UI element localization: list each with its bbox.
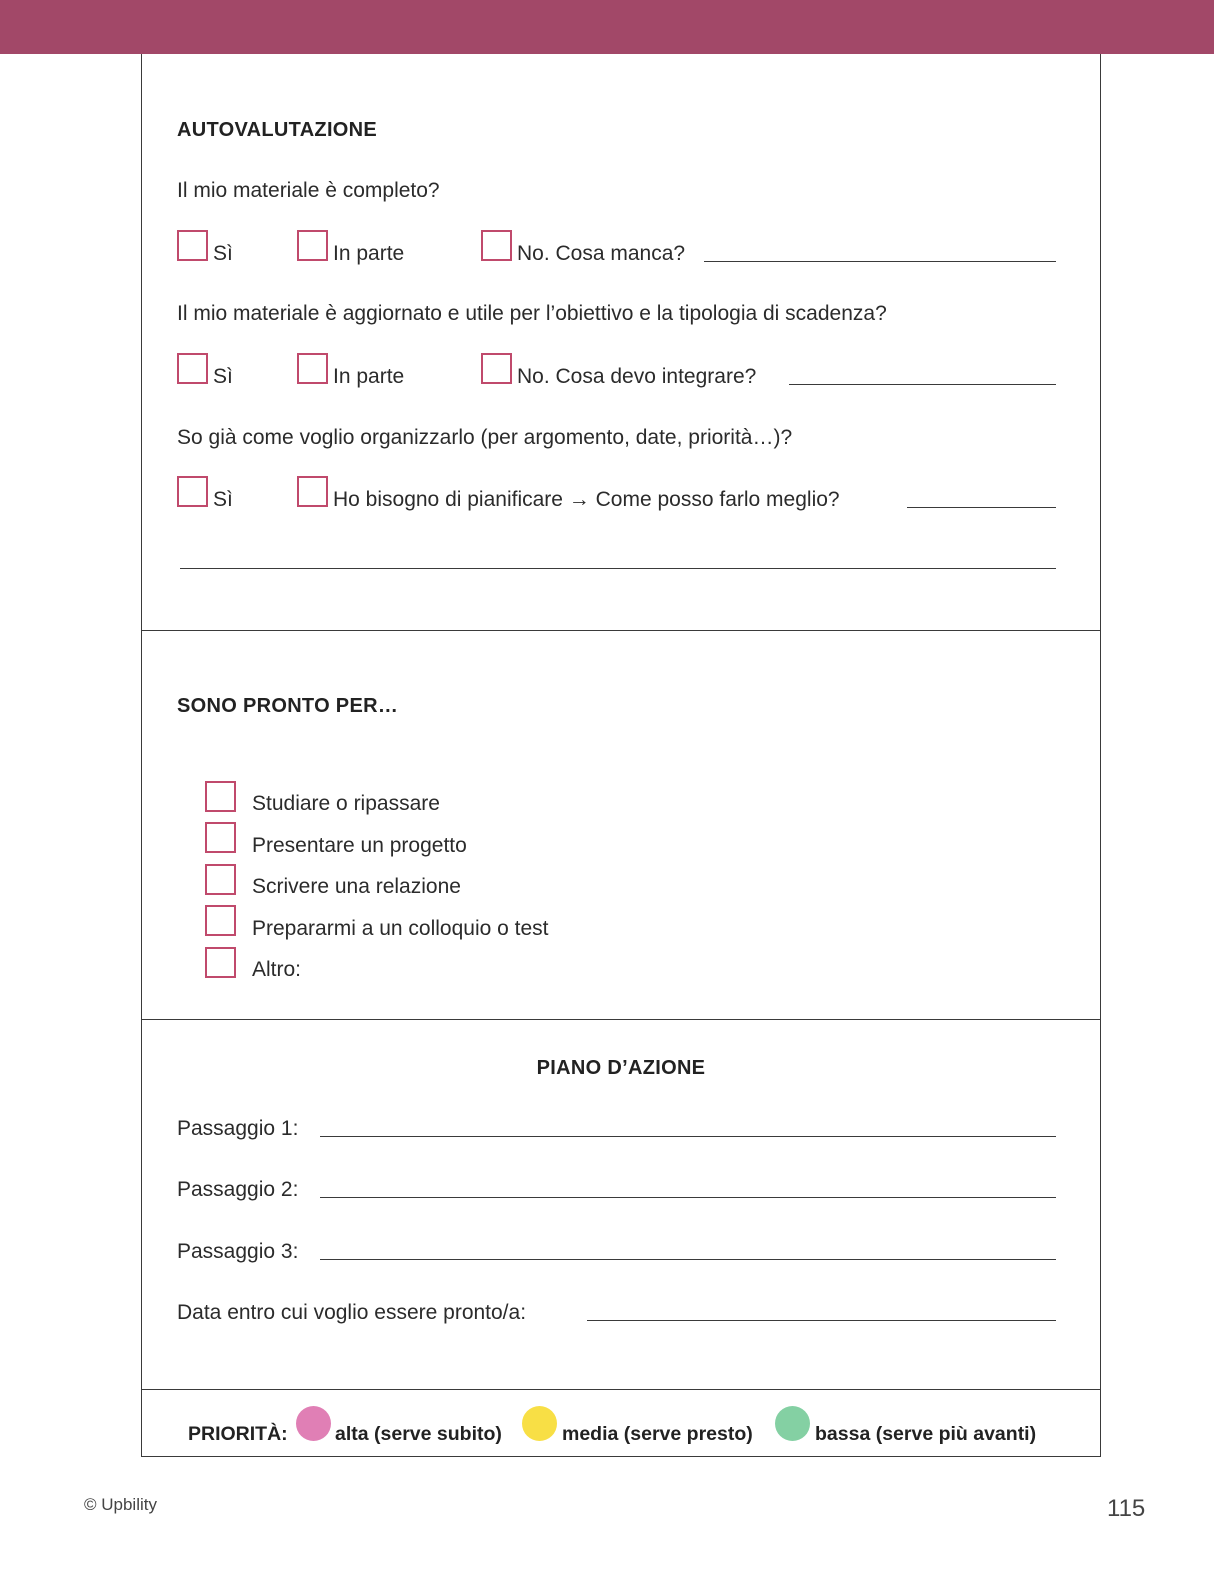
q1-yes-checkbox[interactable] [177,230,208,261]
q2-no-checkbox[interactable] [481,353,512,384]
ready-project-checkbox[interactable] [205,822,236,853]
q2-answer-line[interactable] [789,384,1056,385]
q1-no-checkbox[interactable] [481,230,512,261]
step-3-label: Passaggio 3: [177,1240,299,1263]
step-1-label: Passaggio 1: [177,1117,299,1140]
section-divider [141,1019,1101,1020]
q2-yes-label: Sì [213,365,233,388]
q3-yes-label: Sì [213,488,233,511]
q3-answer-line-2[interactable] [180,568,1056,569]
priority-label: PRIORITÀ: [188,1423,288,1445]
priority-high-dot [296,1406,331,1441]
priority-medium-dot [522,1406,557,1441]
ready-item-label: Scrivere una relazione [252,875,461,898]
ready-item-label: Studiare o ripassare [252,792,440,815]
q3-plan-label: Ho bisogno di pianificare → Come posso farlo meglio? [333,488,840,511]
step-2-line[interactable] [320,1197,1056,1198]
q2-yes-checkbox[interactable] [177,353,208,384]
q1-no-label: No. Cosa manca? [517,242,686,265]
q1-yes-label: Sì [213,242,233,265]
q1-partial-label: In parte [333,242,405,265]
ready-other-checkbox[interactable] [205,947,236,978]
q2-partial-checkbox[interactable] [297,353,328,384]
q1-partial-checkbox[interactable] [297,230,328,261]
step-2-label: Passaggio 2: [177,1178,299,1201]
ready-report-checkbox[interactable] [205,864,236,895]
step-1-line[interactable] [320,1136,1056,1137]
piano-title: PIANO D’AZIONE [536,1057,706,1079]
q3-yes-checkbox[interactable] [177,476,208,507]
ready-interview-checkbox[interactable] [205,905,236,936]
ready-item-label: Altro: [252,958,302,981]
sono-pronto-title: SONO PRONTO PER… [177,695,399,717]
copyright: © Upbility [84,1495,157,1514]
step-3-line[interactable] [320,1259,1056,1260]
ready-study-checkbox[interactable] [205,781,236,812]
question-1: Il mio materiale è completo? [177,179,440,202]
deadline-label: Data entro cui voglio essere pronto/a: [177,1301,527,1324]
section-divider [141,1389,1101,1390]
question-3: So già come voglio organizzarlo (per argomento, date, priorità…)? [177,426,793,449]
priority-low-dot [775,1406,810,1441]
page-number: 115 [1107,1495,1146,1522]
ready-item-label: Prepararmi a un colloquio o test [252,917,549,940]
q3-plan-checkbox[interactable] [297,476,328,507]
priority-high-label: alta (serve subito) [335,1423,502,1445]
question-2: Il mio materiale è aggiornato e utile per l’obiettivo e la tipologia di scadenza? [177,302,887,325]
deadline-line[interactable] [587,1320,1056,1321]
q2-partial-label: In parte [333,365,405,388]
q2-no-label: No. Cosa devo integrare? [517,365,757,388]
priority-low-label: bassa (serve più avanti) [815,1423,1037,1445]
q1-answer-line[interactable] [704,261,1056,262]
priority-medium-label: media (serve presto) [562,1423,753,1445]
ready-item-label: Presentare un progetto [252,834,467,857]
autovalutazione-title: AUTOVALUTAZIONE [177,119,378,141]
top-color-band [0,0,1214,54]
q3-answer-line[interactable] [907,507,1056,508]
section-divider [141,630,1101,631]
